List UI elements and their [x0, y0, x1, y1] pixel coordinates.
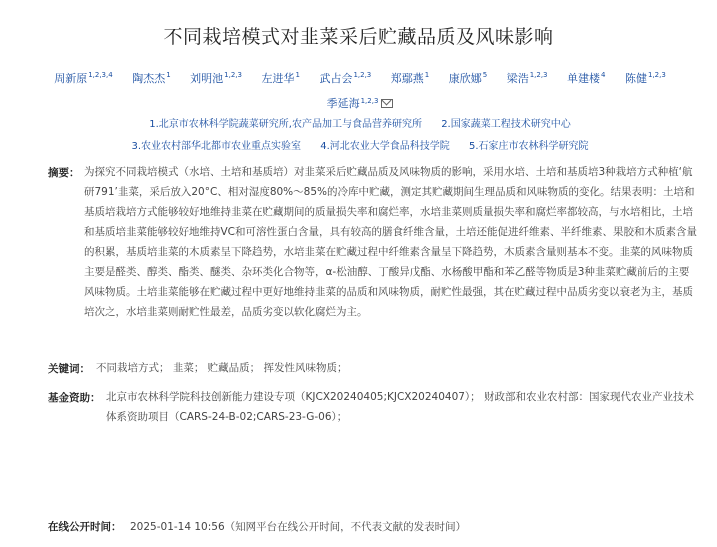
affiliation-list — [60, 114, 660, 158]
author-name: 梁浩 — [506, 71, 529, 85]
author-affiliation-sup: 5 — [482, 71, 488, 79]
author-link[interactable] — [567, 72, 605, 85]
author-link[interactable] — [132, 72, 170, 85]
author-link[interactable] — [54, 72, 113, 85]
online-date-text: 2025-01-14 10:56（知网平台在线公开时间，不代表文献的发表时间） — [130, 521, 467, 533]
affiliation-link[interactable]: 3.农业农村部华北都市农业重点实验室 — [131, 141, 302, 152]
author-name: 左进华 — [261, 71, 295, 85]
author-name: 康欣娜 — [448, 71, 482, 85]
author-affiliation-sup: 1 — [295, 71, 300, 79]
author-affiliation-sup: 4 — [601, 71, 606, 79]
author-link[interactable] — [625, 72, 666, 85]
author-affiliation-sup: 1,2,3,4 — [88, 71, 113, 79]
keywords-label: 关键词： — [48, 363, 90, 375]
author-link[interactable] — [507, 72, 548, 85]
mail-icon[interactable] — [381, 99, 393, 108]
author-link[interactable] — [261, 72, 299, 85]
affiliation-link[interactable]: 2.国家蔬菜工程技术研究中心 — [441, 119, 571, 130]
author-name: 郑鄢燕 — [390, 71, 424, 85]
author-name: 武占会 — [319, 71, 353, 85]
author-name: 陈健 — [624, 71, 647, 85]
author-link[interactable] — [327, 97, 394, 110]
author-link[interactable] — [391, 72, 429, 85]
abstract-label: 摘要： — [48, 167, 80, 179]
author-link[interactable] — [449, 72, 487, 85]
author-affiliation-sup: 1,2,3 — [353, 71, 372, 79]
author-affiliation-sup: 1,2,3 — [360, 96, 379, 105]
keywords-text[interactable]: 不同栽培方式； 韭菜； 贮藏品质； 挥发性风味物质； — [96, 362, 348, 374]
affiliation-link[interactable]: 4.河北农业大学食品科技学院 — [320, 141, 450, 152]
author-affiliation-sup: 1,2,3 — [647, 71, 666, 79]
author-list — [40, 64, 680, 115]
author-link[interactable] — [190, 72, 242, 85]
author-affiliation-sup: 1 — [424, 71, 430, 79]
online-date-label: 在线公开时间： — [48, 521, 122, 533]
fund-text: 北京市农林科学院科技创新能力建设专项（KJCX20240405;KJCX20240407）； 财政部和农业农村部：国家现代农业产业技术体系资助项目（CARS-24-B-02;CARS-23-G-06）； — [106, 391, 695, 423]
author-affiliation-sup: 1 — [166, 71, 171, 79]
author-affiliation-sup: 1,2,3 — [529, 71, 548, 79]
author-name: 陶杰杰 — [132, 71, 166, 85]
author-affiliation-sup: 1,2,3 — [224, 71, 242, 79]
affiliation-link[interactable]: 1.北京市农林科学院蔬菜研究所,农产品加工与食品营养研究所 — [149, 119, 422, 130]
affiliation-link[interactable]: 5.石家庄市农林科学研究院 — [468, 141, 589, 152]
author-link[interactable] — [319, 72, 371, 85]
author-name: 周新原 — [54, 71, 88, 85]
abstract-text: 为探究不同栽培模式（水培、土培和基质培）对韭菜采后贮藏品质及风味物质的影响，采用水培、土培和基质培3种栽培方式种植‘航研791’韭菜，采后放入20°C、相对湿度80%～85%的冷库中贮藏，测定其贮藏期间生理品质和风味物质的变化。结果表明：土培和基质培栽培方式能够较好地维持韭菜在贮藏期间的质量损失率和腐烂率，水培韭菜则质量损失率和腐烂率都较高，与水培相比，土培和基质培韭菜能够较好地维持VC和可溶性蛋白含量，具有较高的膳食纤维含量，土培还能促进纤维素、半纤维素、果胶和木质素含量的积累，基质培韭菜的木质素呈下降趋势，水培韭菜在贮藏过程中纤维素含量呈下降趋势，木质素含量则基本不变。韭菜的风味物质主要是醛类、醇类、酯类、醚类、杂环类化合物等，α-松油醇、丁酸异戊酯、水杨酸甲酯和苯乙醛等物质是3种韭菜贮藏前后的主要风味物质。土培韭菜能够在贮藏过程中更好地维持韭菜的品质和风味物质，耐贮性最强，其在贮藏过程中品质劣变以衰老为主，基质培次之，水培韭菜则耐贮性最差，品质劣变以软化腐烂为主。 — [84, 166, 698, 318]
author-name: 刘明池 — [190, 71, 224, 85]
author-name: 季延海 — [326, 97, 360, 111]
article-title: 不同栽培模式对韭菜采后贮藏品质及风味影响 — [163, 26, 554, 48]
author-name: 单建楼 — [567, 71, 601, 85]
fund-label: 基金资助： — [48, 392, 101, 404]
